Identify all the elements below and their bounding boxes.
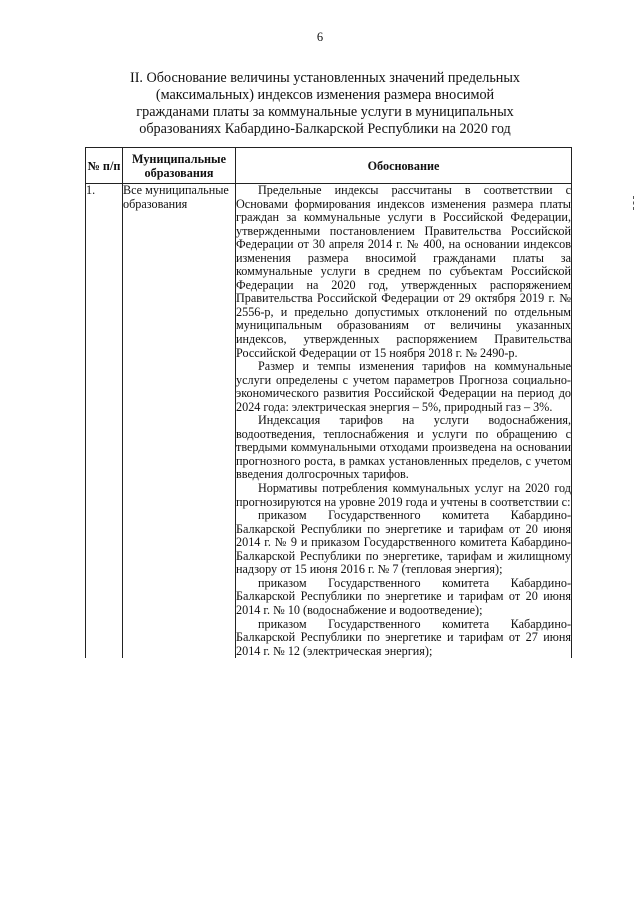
table-header-row xyxy=(86,148,572,184)
header-basis: Обоснование xyxy=(236,148,572,184)
row-municipalities: Все муниципальные образования xyxy=(123,184,236,659)
section-title xyxy=(100,70,550,138)
justification-table xyxy=(85,147,572,658)
row-num: 1. xyxy=(86,184,123,659)
basis-paragraph: Индексация тарифов на услуги водоснабжения, водоотведения, теплоснабжения и услуги по обращению с твердыми коммунальными отходами произведена на основании прогнозного роста, в рамках установленных пределов, с учетом введения долгосрочных тарифов. xyxy=(236,413,571,482)
row-basis xyxy=(236,184,572,659)
basis-paragraph: Предельные индексы рассчитаны в соответствии с Основами формирования индексов изменения размера платы граждан за коммунальные услуги в Российской Федерации, утвержденными постановлением Правительства Российской Федерации от 30 апреля 2014 г. № 400, на основании индексов изменения размера вносимой гражданами платы за коммунальные услуги в среднем по субъектам Российской Федерации на 2020 год, утвержденных распоряжением Правительства Российской Федерации от 29 октября 2019 г. № 2556-р, и предельно допустимых отклонений по отдельным муниципальным образованиям от величины указанных индексов, утвержденных распоряжением Правительства Российской Федерации от 15 ноября 2018 г. № 2490-р. xyxy=(236,183,571,360)
header-municipalities: Муниципальные образования xyxy=(123,148,236,184)
section-title-line: II. Обоснование величины установленных значений предельных xyxy=(129,70,521,86)
basis-paragraph: приказом Государственного комитета Кабардино-Балкарской Республики по энергетике и тарифам от 20 июня 2014 г. № 10 (водоснабжение и водоотведение); xyxy=(236,575,571,617)
table-row xyxy=(86,184,572,659)
basis-paragraph: приказом Государственного комитета Кабардино-Балкарской Республики по энергетике и тарифам от 27 июня 2014 г. № 12 (электрическая энергия); xyxy=(236,616,571,658)
basis-paragraph: Размер и темпы изменения тарифов на коммунальные услуги определены с учетом параметров Прогноза социально-экономического развития Российской Федерации на период до 2024 года: электрическая энергия – 5%, природный газ – 3%. xyxy=(236,359,571,414)
section-title-line: гражданами платы за коммунальные услуги в муниципальных xyxy=(136,104,514,120)
basis-paragraph: Нормативы потребления коммунальных услуг на 2020 год прогнозируются на уровне 2019 года и учтены в соответствии с: xyxy=(236,481,571,509)
basis-paragraph: приказом Государственного комитета Кабардино-Балкарской Республики по энергетике и тарифам от 20 июня 2014 г. № 9 и приказом Государственного комитета Кабардино-Балкарской Республики по энергетике, тарифам и жилищному надзору от 15 июня 2016 г. № 7 (тепловая энергия); xyxy=(236,508,571,577)
section-title-line: образованиях Кабардино-Балкарской Республики на 2020 год xyxy=(139,121,511,137)
header-num: № п/п xyxy=(86,148,123,184)
scan-edge-mark xyxy=(633,196,637,210)
page-number: 6 xyxy=(316,30,324,44)
section-title-line: (максимальных) индексов изменения размера вносимой xyxy=(155,87,495,103)
